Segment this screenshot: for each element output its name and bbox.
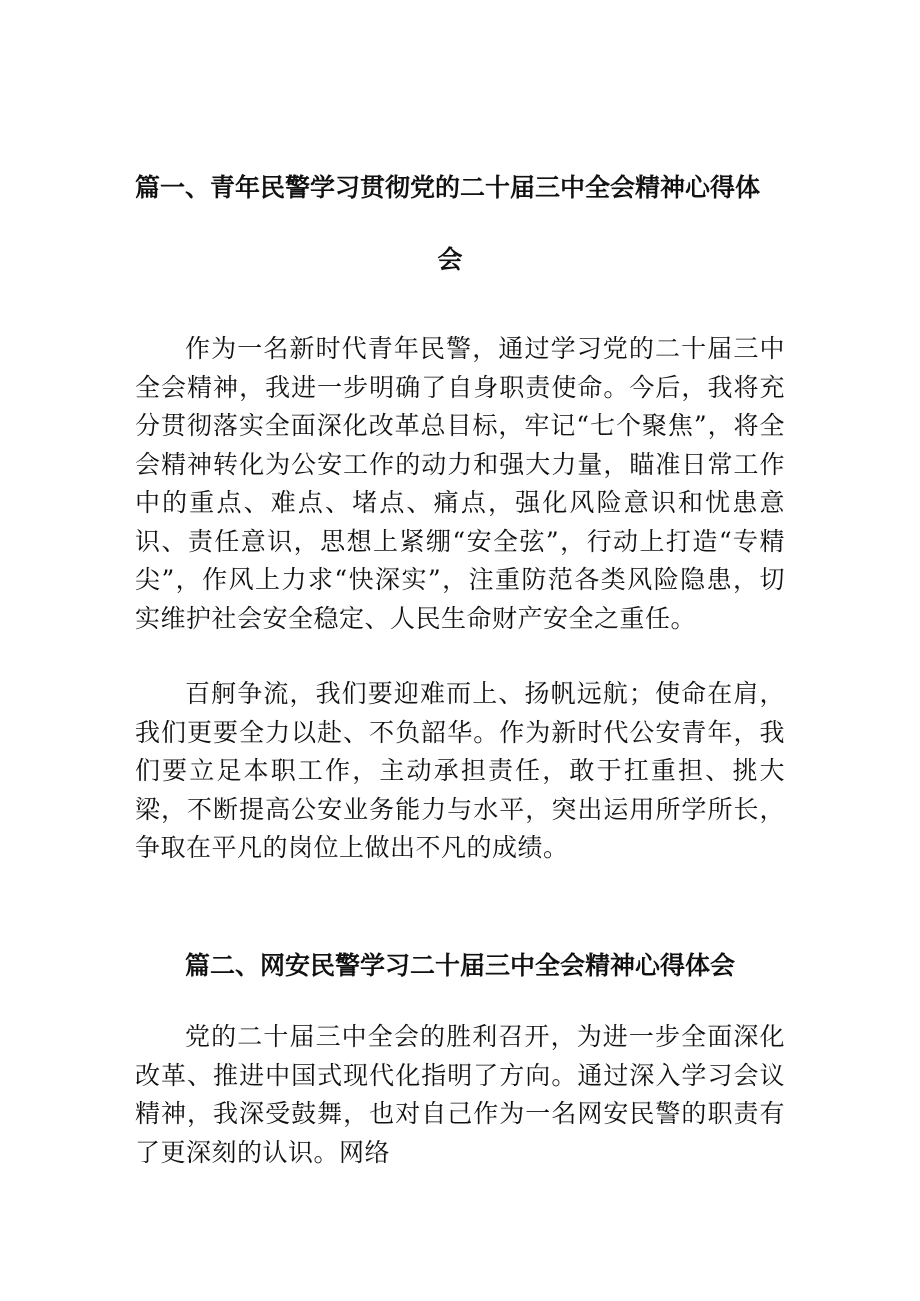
section-1-paragraph-2: 百舸争流，我们要迎难而上、扬帆远航；使命在肩，我们更要全力以赴、不负韶华。作为新时代公安青年，我们要立足本职工作，主动承担责任，敢于扛重担、挑大梁，不断提高公安业务能力与水平，突出运用所学所长，争取在平凡的岗位上做出不凡的成绩。	[135, 679, 785, 862]
section-1-heading-line-2: 会	[437, 245, 463, 274]
section-1-paragraph-1: 作为一名新时代青年民警，通过学习党的二十届三中全会精神，我进一步明确了自身职责使命。今后，我将充分贯彻落实全面深化改革总目标，牢记“七个聚焦”，将全会精神转化为公安工作的动力和强大力量，瞄准日常工作中的重点、难点、堵点、痛点，强化风险意识和忧患意识、责任意识，思想上紧绷“安全弦”，行动上打造“专精尖”，作风上力求“快深实”，注重防范各类风险隐患，切实维护社会安全稳定、人民生命财产安全之重任。	[135, 334, 785, 633]
section-2-heading: 篇二、网安民警学习二十届三中全会精神心得体会	[184, 951, 735, 980]
section-1-heading	[135, 152, 785, 296]
section-2-paragraph-1: 党的二十届三中全会的胜利召开，为进一步全面深化改革、推进中国式现代化指明了方向。通过深入学习会议精神，我深受鼓舞，也对自己作为一名网安民警的职责有了更深刻的认识。网络	[135, 1022, 785, 1167]
section-1-heading-line-1: 篇一、青年民警学习贯彻党的二十届三中全会精神心得体	[135, 173, 761, 202]
